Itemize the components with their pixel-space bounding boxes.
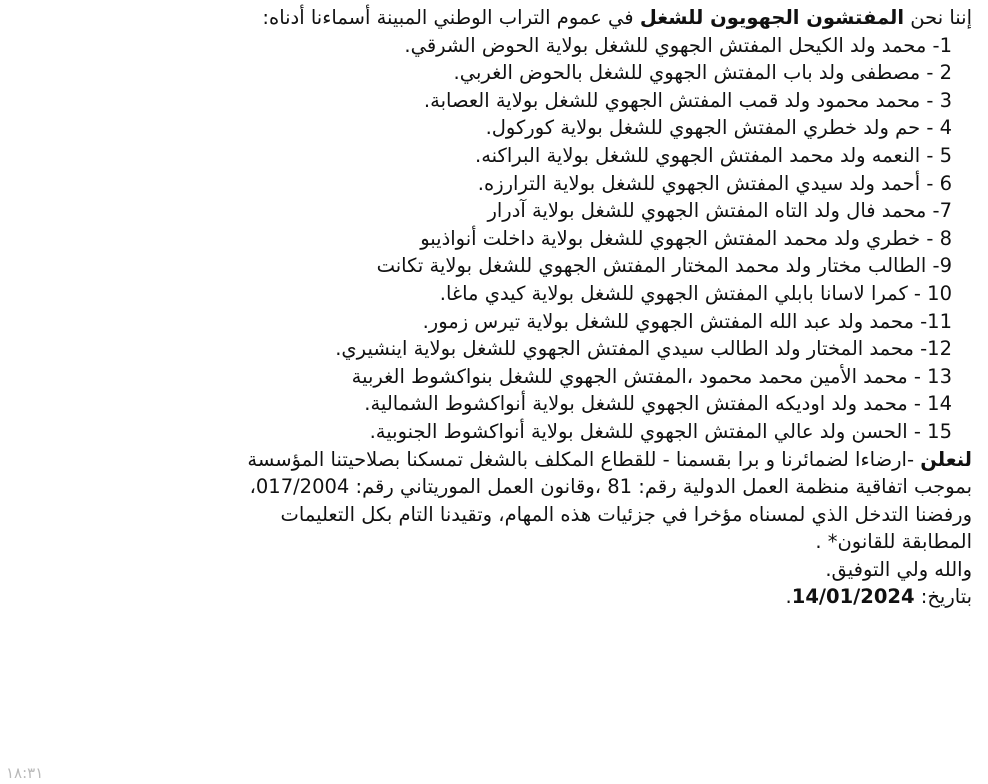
statement-line: المطابقة للقانون* .: [815, 530, 972, 554]
list-item: 1- محمد ولد الكيحل المفتش الجهوي للشغل بولاية الحوض الشرقي.: [404, 33, 952, 57]
statement-line: ورفضنا التدخل الذي لمسناه مؤخرا في جزئيات هذه المهام، وتقيدنا التام بكل التعليمات: [280, 502, 972, 526]
inspectors-list: [10, 32, 972, 446]
timestamp: ١٨:٣١: [6, 764, 44, 782]
list-item: 7- محمد فال ولد التاه المفتش الجهوي للشغل بولاية آدرار: [487, 199, 952, 223]
list-item: 11- محمد ولد عبد الله المفتش الجهوي للشغل بولاية تيرس زمور.: [422, 309, 952, 333]
list-item: 6 - أحمد ولد سيدي المفتش الجهوي للشغل بولاية الترارزه.: [477, 171, 952, 195]
list-item: 13 - محمد الأمين محمد محمود ،المفتش الجهوي للشغل بنواكشوط الغربية: [351, 364, 952, 388]
list-item: 3 - محمد محمود ولد قمب المفتش الجهوي للشغل بولاية العصابة.: [423, 88, 952, 112]
list-item: 5 - النعمه ولد محمد المفتش الجهوي للشغل بولاية البراكنه.: [475, 143, 952, 167]
document-body: [10, 4, 972, 611]
statement-text: -ارضاءا لضمائرنا و برا بقسمنا - للقطاع المكلف بالشغل تمسكنا بصلاحيتنا المؤسسة: [247, 447, 921, 471]
list-item: 8 - خطري ولد محمد المفتش الجهوي للشغل بولاية داخلت أنواذيبو: [420, 226, 952, 250]
intro-text-before: إننا نحن: [904, 6, 972, 29]
list-item: 2 - مصطفى ولد باب المفتش الجهوي للشغل بالحوض الغربي.: [453, 61, 952, 85]
statement-line: [10, 446, 972, 474]
date-suffix: .: [785, 585, 792, 609]
statement-paragraph: [10, 446, 972, 556]
statement-bold-word: لنعلن: [920, 447, 972, 471]
statement-line: بموجب اتفاقية منظمة العمل الدولية رقم: 81 ،وقانون العمل الموريتاني رقم: 017/2004،: [249, 475, 972, 499]
date-line: [10, 583, 972, 611]
list-item: 12- محمد المختار ولد الطالب سيدي المفتش الجهوي للشغل بولاية اينشيري.: [335, 337, 952, 361]
intro-text-after: في عموم التراب الوطني المبينة أسماءنا أدناه:: [262, 6, 640, 29]
date-value: 14/01/2024: [791, 585, 915, 609]
list-item: 14 - محمد ولد اوديكه المفتش الجهوي للشغل بولاية أنواكشوط الشمالية.: [364, 392, 952, 416]
list-item: 15 - الحسن ولد عالي المفتش الجهوي للشغل بولاية أنواكشوط الجنوبية.: [369, 419, 952, 443]
intro-line: [10, 4, 972, 32]
closing-line: والله ولي التوفيق.: [825, 557, 972, 581]
date-label: بتاريخ:: [914, 585, 972, 609]
list-item: 4 - حم ولد خطري المفتش الجهوي للشغل بولاية كوركول.: [485, 116, 952, 140]
intro-bold-title: المفتشون الجهويون للشغل: [639, 6, 905, 29]
list-item: 9- الطالب مختار ولد محمد المختار المفتش الجهوي للشغل بولاية تكانت: [376, 254, 952, 278]
list-item: 10 - كمرا لاسانا بابلي المفتش الجهوي للشغل بولاية كيدي ماغا.: [439, 281, 952, 305]
